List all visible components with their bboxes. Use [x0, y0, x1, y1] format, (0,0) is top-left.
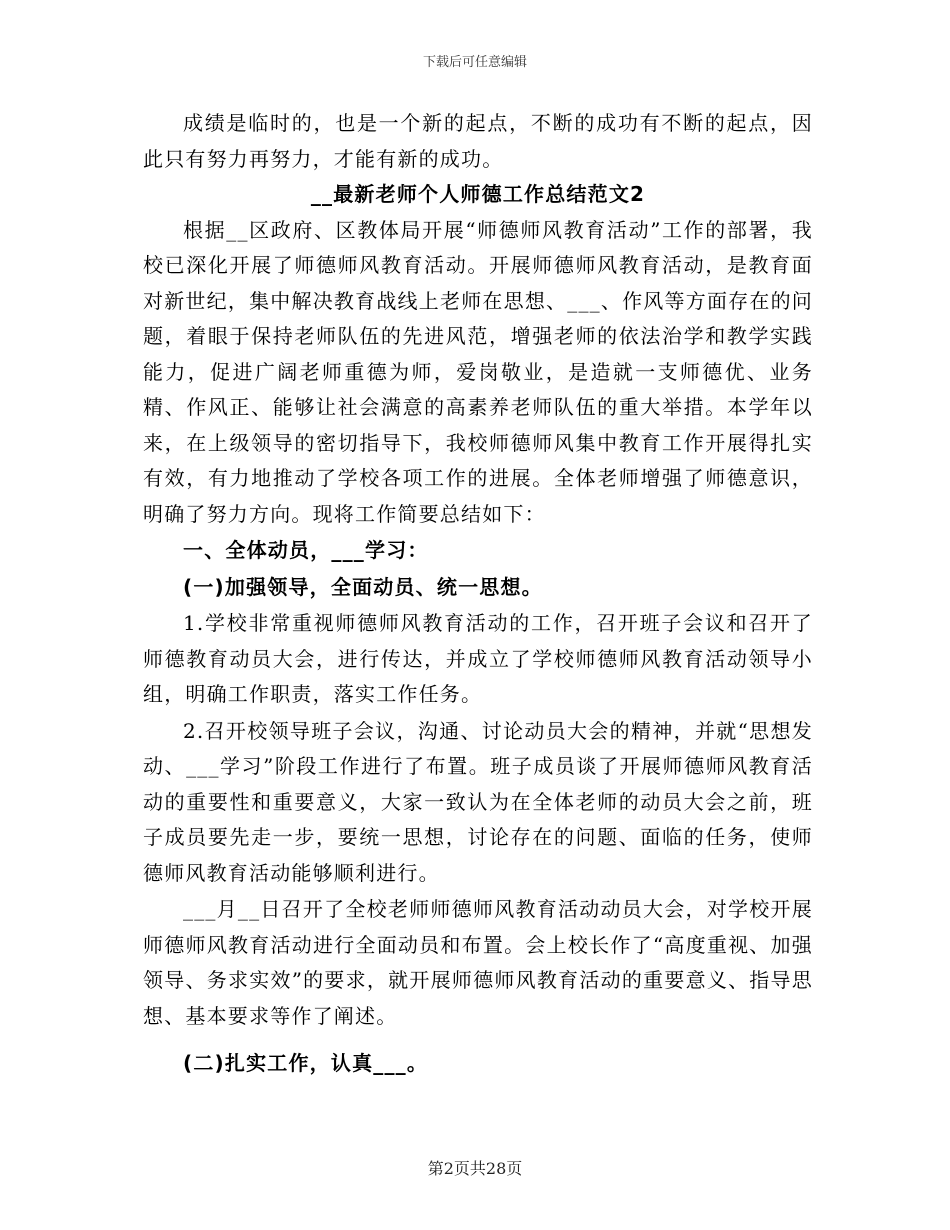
document-title: __最新老师个人师德工作总结范文2 — [310, 182, 646, 206]
paragraph-1: 根据__区政府、区教体局开展“师德师风教育活动”工作的部署，我校已深化开展了师德师风教育活动。开展师德师风教育活动，是教育面对新世纪，集中解决教育战线上老师在思想、___、作风等方面存在的问题，着眼于保持老师队伍的先进风范，增强老师的依法治学和教学实践能力，促进广阔老师重德为师，爱岗敬业，是造就一支师德优、业务精、作风正、能够让社会满意的高素养老师队伍的重大举措。本学年以来，在上级领导的密切指导下，我校师德师风集中教育工作开展得扎实有效，有力地推动了学校各项工作的进展。全体老师增强了师德意识，明确了努力方向。现将工作简要总结如下： — [143, 217, 813, 526]
section-heading-1: 一、全体动员，___学习： — [183, 538, 429, 562]
intro-paragraph: 成绩是临时的，也是一个新的起点，不断的成功有不断的起点，因此只有努力再努力，才能有新的成功。 — [143, 111, 813, 171]
page-header: 下载后可任意编辑 — [422, 55, 527, 70]
page-number: 第2页共28页 — [427, 1159, 523, 1178]
subsection-heading-1-1: (一)加强领导，全面动员、统一思想。 — [183, 574, 543, 599]
document-body — [143, 106, 813, 1082]
subsection-heading-1-2: (二)扎实工作，认真___。 — [183, 1051, 429, 1075]
paragraph-3: 2.召开校领导班子会议，沟通、讨论动员大会的精神，并就“思想发动、___学习”阶段工作进行了布置。班子成员谈了开展师德师风教育活动的重要性和重要意义，大家一致认为在全体老师的动员大会之前，班子成员要先走一步，要统一思想，讨论存在的问题、面临的任务，使师德师风教育活动能够顺利进行。 — [143, 718, 813, 885]
paragraph-4: ___月__日召开了全校老师师德师风教育活动动员大会，对学校开展师德师风教育活动进行全面动员和布置。会上校长作了“高度重视、加强领导、务求实效”的要求，就开展师德师风教育活动的重要意义、指导思想、基本要求等作了阐述。 — [143, 897, 813, 1028]
paragraph-2: 1.学校非常重视师德师风教育活动的工作，召开班子会议和召开了师德教育动员大会，进行传达，并成立了学校师德师风教育活动领导小组，明确工作职责，落实工作任务。 — [143, 611, 813, 706]
